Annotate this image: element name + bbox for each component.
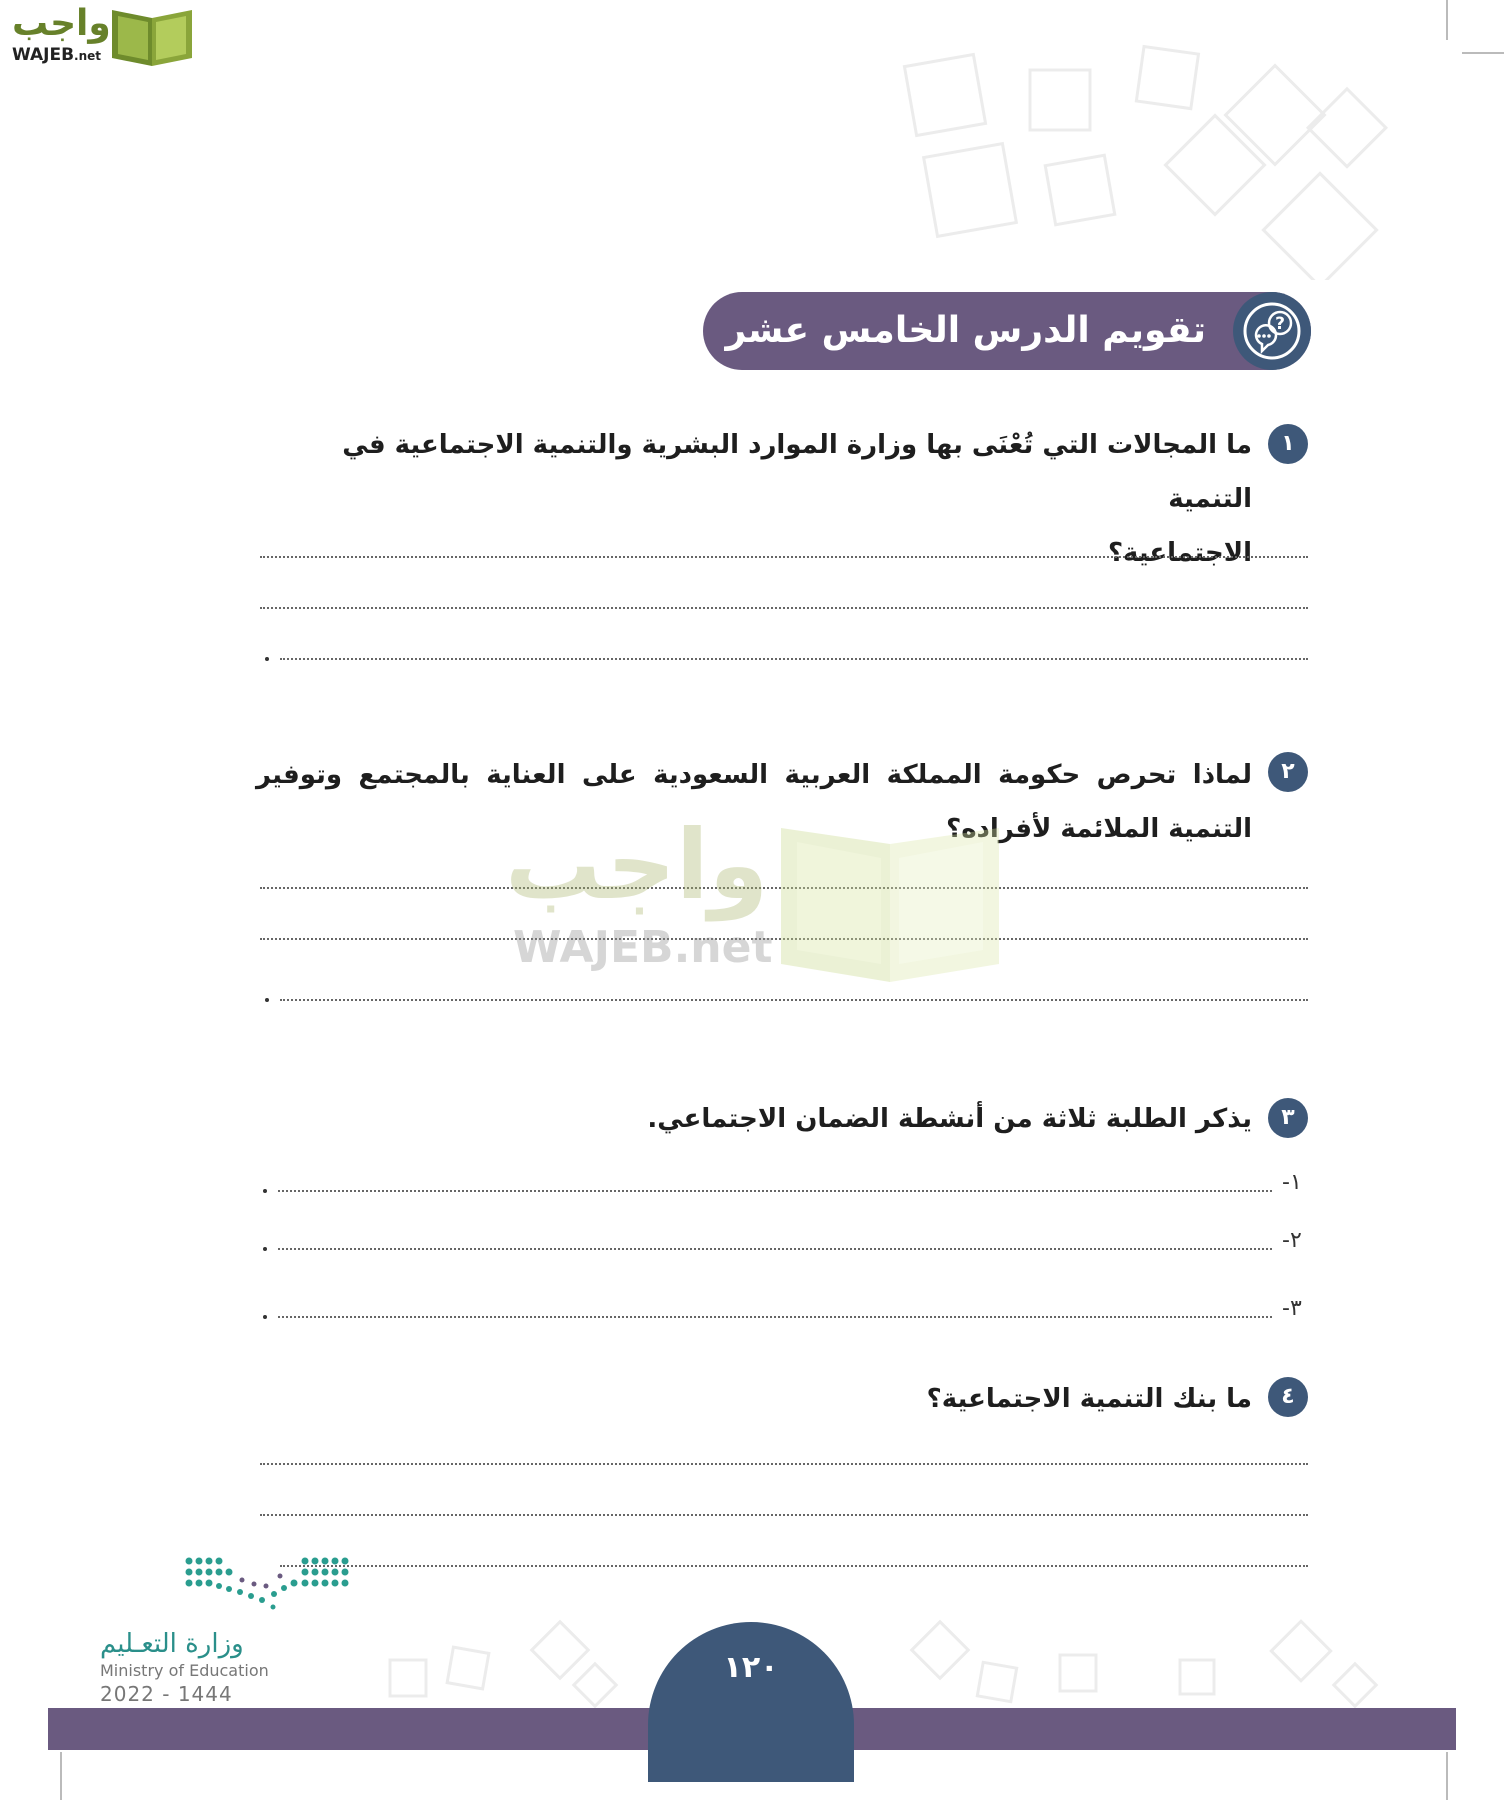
decorative-pattern — [880, 40, 1400, 280]
answer-line[interactable] — [280, 658, 1308, 660]
question-1-text: ما المجالات التي تُعْنَى بها وزارة الموارد البشرية والتنمية الاجتماعية في التنمية الاجتماعية؟ — [342, 430, 1252, 568]
svg-text:?: ? — [1275, 314, 1285, 334]
page-number: ١٢٠ — [723, 1650, 779, 1685]
line-end-dot — [263, 1189, 267, 1193]
list-item-label: ١- — [1282, 1170, 1302, 1195]
page-title: تقويم الدرس الخامس عشر — [725, 310, 1206, 351]
book-icon — [775, 814, 1005, 984]
answer-line[interactable] — [260, 556, 1308, 558]
logo-latin: WAJEB.net — [12, 45, 102, 65]
wajeb-logo — [8, 4, 193, 68]
answer-line[interactable] — [278, 1316, 1272, 1318]
crop-mark — [60, 1752, 62, 1800]
question-4-text: ما بنك التنمية الاجتماعية؟ — [926, 1384, 1252, 1414]
ministry-year: 2022 - 1444 — [100, 1682, 233, 1706]
answer-line[interactable] — [280, 999, 1308, 1001]
question-number-4: ٤ — [1268, 1377, 1308, 1417]
answer-line[interactable] — [278, 1248, 1272, 1250]
crop-mark — [1462, 52, 1504, 54]
crop-mark — [1446, 0, 1448, 40]
question-3-text: يذكر الطلبة ثلاثة من أنشطة الضمان الاجتماعي. — [647, 1104, 1252, 1134]
answer-line[interactable] — [260, 1514, 1308, 1516]
question-number-2: ٢ — [1268, 752, 1308, 792]
wajeb-watermark — [505, 810, 1005, 990]
banner-icon-circle — [1233, 292, 1311, 370]
logo-arabic: واجب — [12, 3, 111, 44]
line-end-dot — [263, 1247, 267, 1251]
watermark-latin: WAJEB.net — [513, 922, 773, 973]
watermark-arabic: واجب — [505, 809, 769, 921]
answer-line[interactable] — [260, 1463, 1308, 1465]
list-item-label: ٣- — [1282, 1296, 1302, 1321]
ministry-english: Ministry of Education — [100, 1661, 269, 1680]
book-icon — [108, 6, 196, 68]
line-end-dot — [265, 657, 269, 661]
line-end-dot — [263, 1315, 267, 1319]
ministry-arabic: وزارة التعـليم — [100, 1629, 244, 1659]
question-2-text: لماذا تحرص حكومة المملكة العربية السعودية على العناية بالمجتمع وتوفير التنمية الملائمة لأفراده؟ — [256, 760, 1252, 844]
ministry-of-education — [100, 1555, 330, 1706]
question-chat-icon — [1242, 301, 1302, 361]
answer-line[interactable] — [260, 607, 1308, 609]
lesson-title-banner — [703, 292, 1311, 370]
crop-mark — [1446, 1752, 1448, 1800]
decorative-pattern-bottom — [380, 1600, 1460, 1710]
answer-line[interactable] — [278, 1190, 1272, 1192]
answer-line[interactable] — [280, 1565, 1308, 1567]
list-item-label: ٢- — [1282, 1228, 1302, 1253]
line-end-dot — [265, 998, 269, 1002]
question-number-1: ١ — [1268, 424, 1308, 464]
question-number-3: ٣ — [1268, 1098, 1308, 1138]
